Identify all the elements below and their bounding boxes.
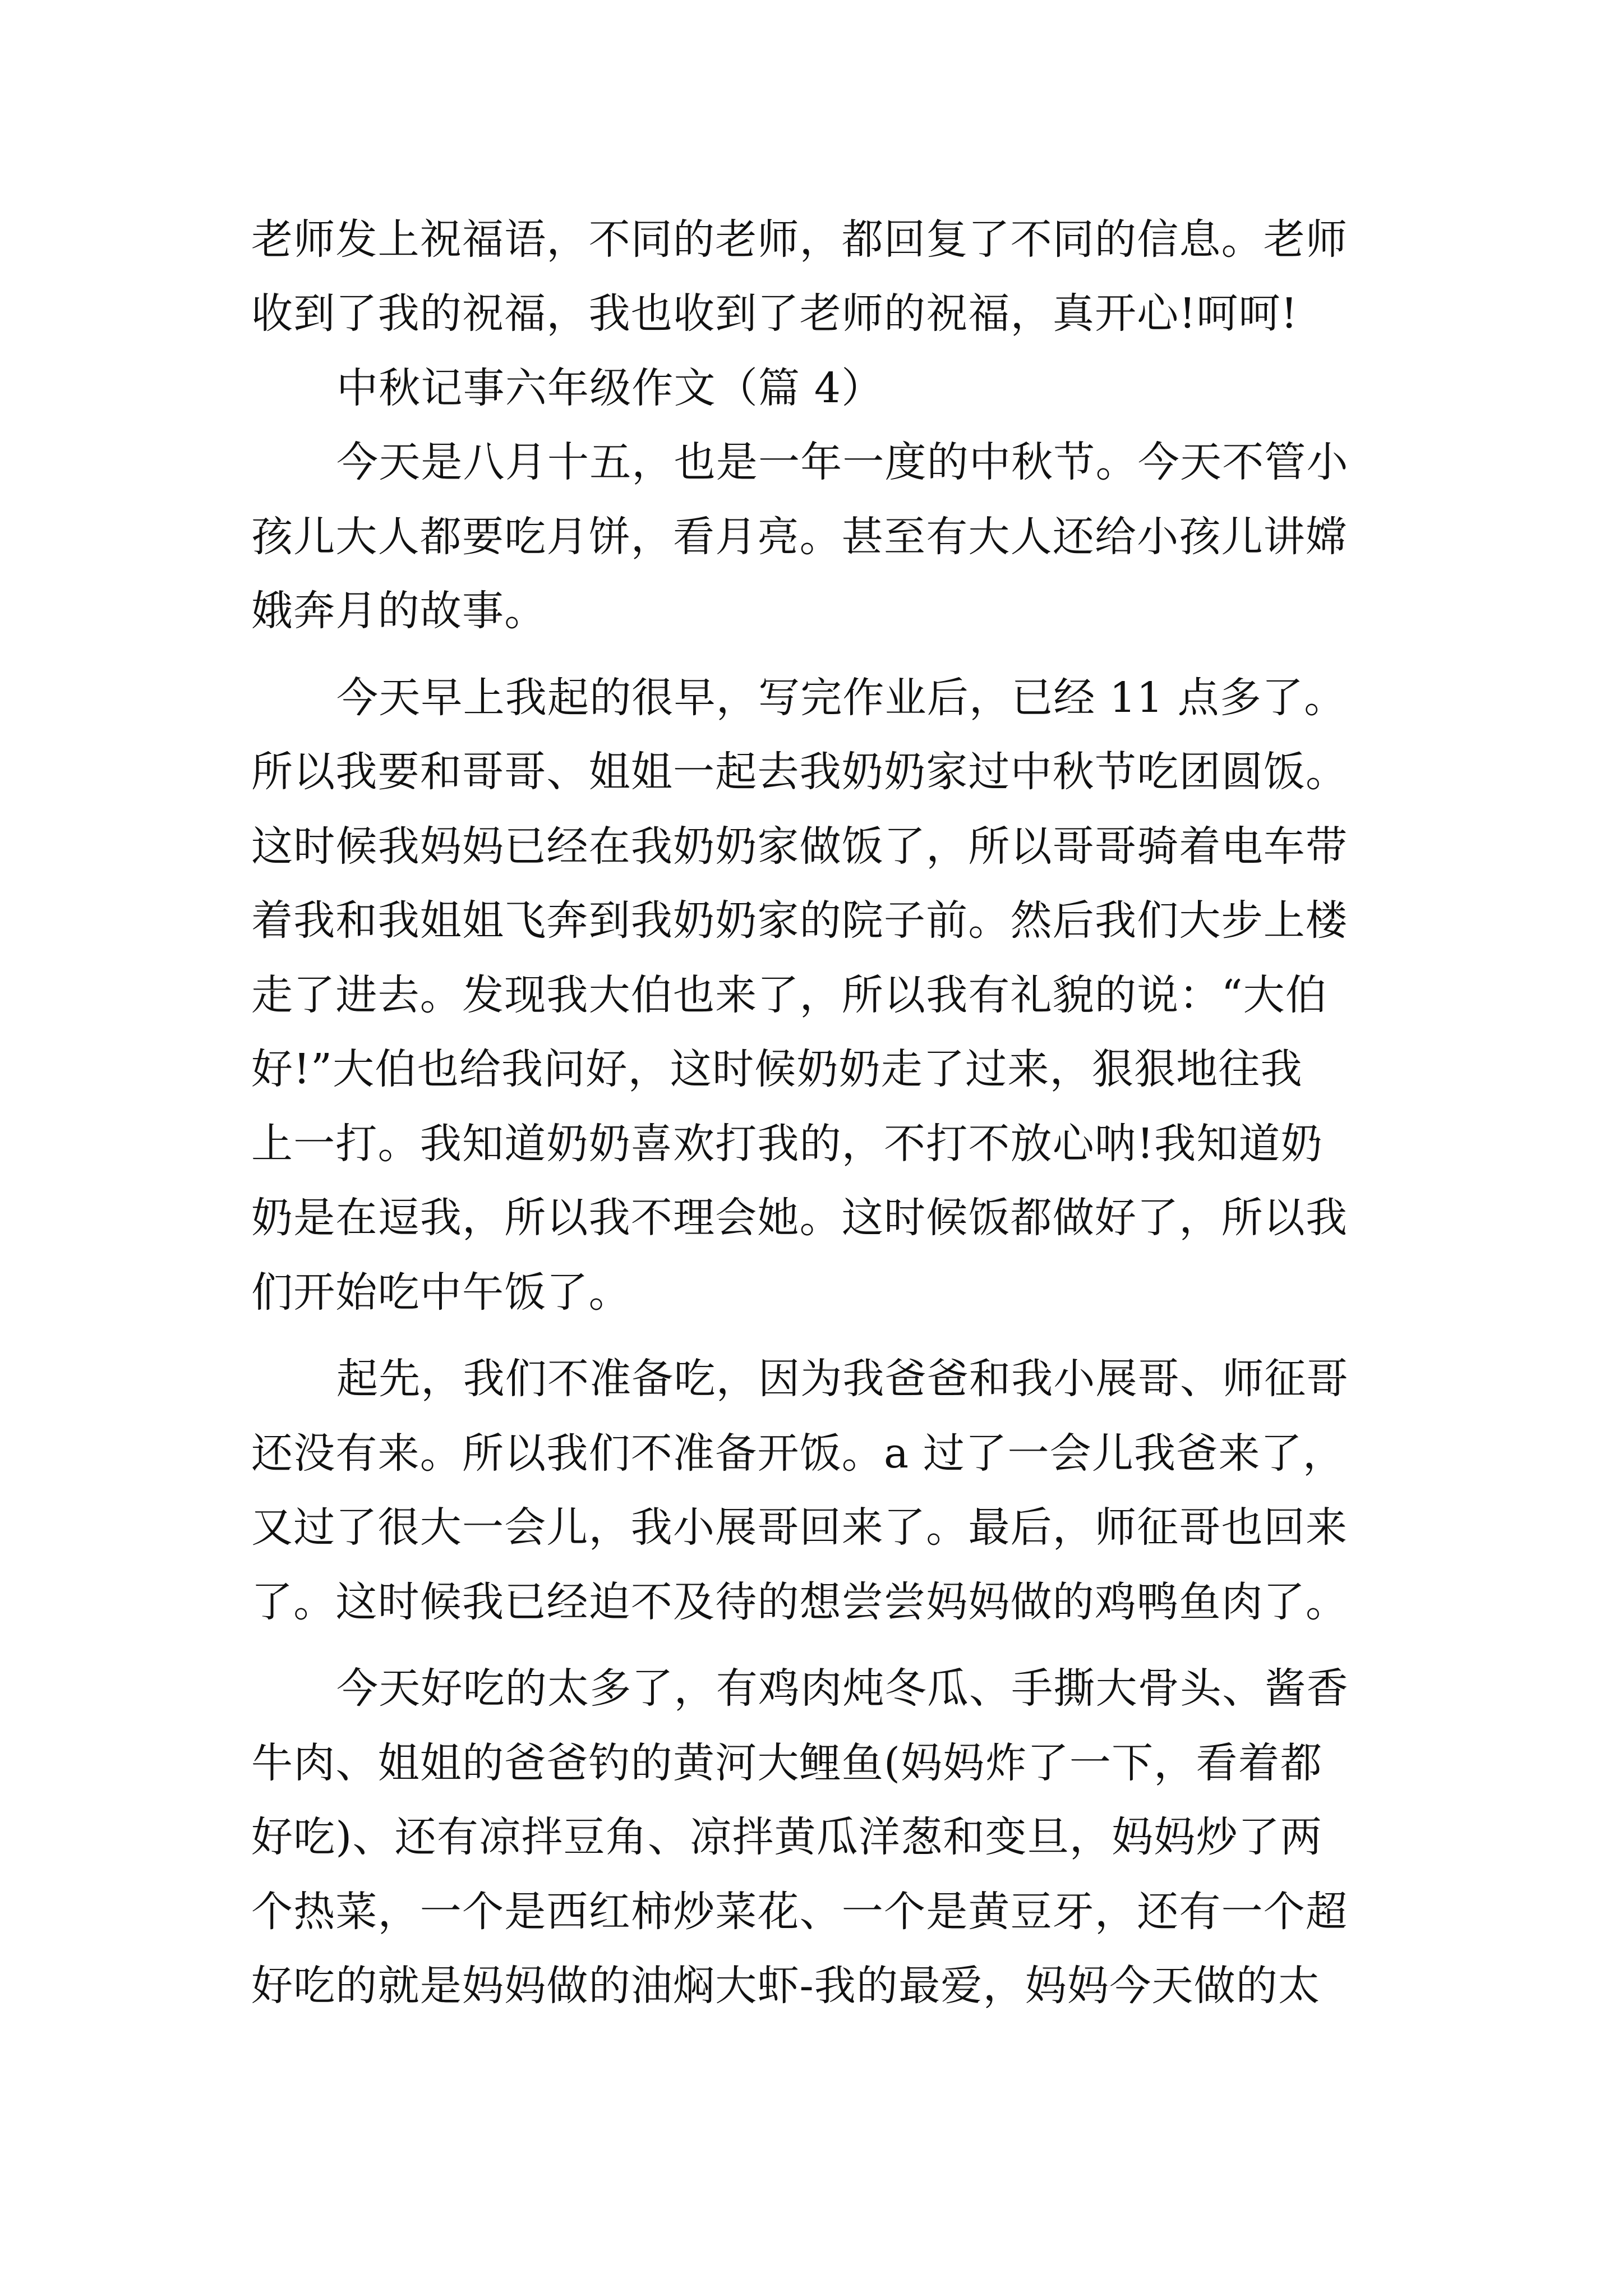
text-line: 好吃)、还有凉拌豆角、凉拌黄瓜洋葱和变旦，妈妈炒了两 xyxy=(251,1813,1323,1861)
text-line: 娥奔月的故事。 xyxy=(251,587,547,635)
text-line: 牛肉、姐姐的爸爸钓的黄河大鲤鱼(妈妈炸了一下，看着都 xyxy=(251,1739,1323,1787)
text-line: 奶是在逗我，所以我不理会她。这时候饭都做好了，所以我 xyxy=(251,1194,1348,1242)
paragraph-first-line: 起先，我们不准备吃，因为我爸爸和我小展哥、师征哥 xyxy=(336,1355,1349,1403)
text-line: 们开始吃中午饭了。 xyxy=(251,1268,631,1317)
text-line: 这时候我妈妈已经在我奶奶家做饭了，所以哥哥骑着电车带 xyxy=(251,822,1348,871)
text-line: 走了进去。发现我大伯也来了，所以我有礼貌的说：“大伯 xyxy=(251,971,1328,1019)
text-line: 孩儿大人都要吃月饼，看月亮。甚至有大人还给小孩儿讲嫦 xyxy=(251,513,1348,561)
text-line: 着我和我姐姐飞奔到我奶奶家的院子前。然后我们大步上楼 xyxy=(251,896,1348,945)
text-line: 还没有来。所以我们不准备开饭。a 过了一会儿我爸来了， xyxy=(251,1429,1345,1478)
text-line: 收到了我的祝福，我也收到了老师的祝福，真开心!呵呵! xyxy=(251,289,1298,338)
text-line: 又过了很大一会儿，我小展哥回来了。最后，师征哥也回来 xyxy=(251,1503,1348,1552)
text-line: 好!”大伯也给我问好，这时候奶奶走了过来，狠狠地往我 xyxy=(251,1045,1303,1093)
paragraph-first-line: 今天是八月十五，也是一年一度的中秋节。今天不管小 xyxy=(336,438,1349,486)
paragraph-first-line: 今天早上我起的很早，写完作业后，已经 11 点多了。 xyxy=(336,674,1347,722)
text-line: 老师发上祝福语，不同的老师，都回复了不同的信息。老师 xyxy=(251,215,1348,264)
text-line: 上一打。我知道奶奶喜欢打我的，不打不放心呐!我知道奶 xyxy=(251,1120,1323,1168)
text-line: 所以我要和哥哥、姐姐一起去我奶奶家过中秋节吃团圆饭。 xyxy=(251,748,1348,796)
text-line: 了。这时候我已经迫不及待的想尝尝妈妈做的鸡鸭鱼肉了。 xyxy=(251,1578,1348,1626)
section-title: 中秋记事六年级作文（篇 4） xyxy=(336,364,884,412)
text-line: 个热菜，一个是西红柿炒菜花、一个是黄豆牙，还有一个超 xyxy=(251,1888,1348,1936)
paragraph-first-line: 今天好吃的太多了，有鸡肉炖冬瓜、手撕大骨头、酱香 xyxy=(336,1664,1349,1713)
text-line: 好吃的就是妈妈做的油焖大虾-我的最爱，妈妈今天做的太 xyxy=(251,1962,1321,2010)
